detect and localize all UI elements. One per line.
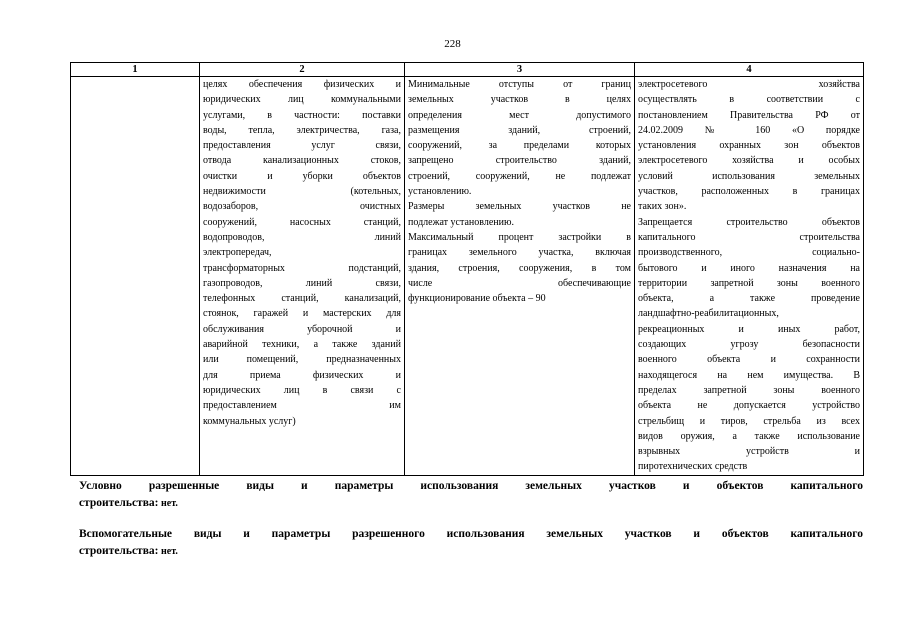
col4-line: создающих угрозу безопасности — [638, 339, 860, 351]
col3-line: размещения зданий, строений, — [408, 124, 631, 136]
col3-line: Размеры земельных участков не — [408, 201, 631, 213]
col4-line: военного объекта и сохранности — [638, 354, 860, 366]
col4-line: Запрещается строительство объектов — [638, 216, 860, 228]
col2-line: газопроводов, линий связи, — [203, 277, 401, 289]
col3-line: Максимальный процент застройки в — [408, 231, 631, 243]
col4-line: объекта не допускается устройство — [638, 400, 860, 412]
col4-line: пределах запретной зоны военного — [638, 384, 860, 396]
col4-line: объекта, а также проведение — [638, 293, 860, 305]
col4-line: взрывных устройств и — [638, 446, 860, 458]
col3-line: сооружений, за пределами которых — [408, 140, 631, 152]
col3-line: здания, строения, сооружения, в том — [408, 262, 631, 274]
col2-line: недвижимости (котельных, — [203, 186, 401, 198]
zoning-table — [70, 62, 864, 476]
col3-line: земельных участков в целях — [408, 94, 631, 106]
col4-line: осуществлять в соответствии с — [638, 94, 860, 106]
col2-line: телефонных станций, канализаций, — [203, 293, 401, 305]
col4-line: территории запретной зоны военного — [638, 277, 860, 289]
col2-line: предоставлением им — [203, 400, 401, 412]
col3-line: Минимальные отступы от границ — [408, 79, 631, 90]
col3-text — [408, 77, 631, 306]
col2-line: целях обеспечения физических и — [203, 79, 401, 90]
column-header-2: 2 — [200, 63, 405, 77]
col2-line: водозаборов, очистных — [203, 201, 401, 213]
col4-line: бытового и иного назначения на — [638, 262, 860, 274]
col4-line: производственного, социально- — [638, 247, 860, 259]
table-row — [71, 77, 864, 476]
section-heading-line1: Вспомогательные виды и параметры разрешенного использования земельных участков и объектов капитального — [79, 528, 863, 540]
col2-line: услугами, в частности: поставки — [203, 109, 401, 121]
col3-line: границах земельного участка, включая — [408, 247, 631, 259]
col3-line: строений, сооружений, не подлежат — [408, 170, 631, 182]
col3-line: запрещено строительство зданий, — [408, 155, 631, 167]
col4-line: рекреационных и иных работ, — [638, 323, 860, 335]
col4-line: пиротехнических средств — [638, 461, 748, 473]
col4-line: электросетевого хозяйства и особых — [638, 155, 860, 167]
col3-line: подлежат установлению. — [408, 216, 514, 228]
col2-line: воды, тепла, электричества, газа, — [203, 124, 401, 136]
col4-line: условий использования земельных — [638, 170, 860, 182]
section-heading-line2: строительства: — [79, 545, 159, 557]
col4-text — [638, 77, 860, 475]
col4-line: видов оружия, а также использование — [638, 430, 860, 442]
col3-line: функционирование объекта – 90 — [408, 293, 546, 305]
col4-line: стрельбищ и тиров, стрельба из всех — [638, 415, 860, 427]
cell-col2 — [200, 77, 405, 476]
page-number: 228 — [444, 38, 461, 50]
cell-col4 — [635, 77, 864, 476]
col4-line: участков, расположенных в границах — [638, 186, 860, 198]
section-heading-line2: строительства: — [79, 497, 159, 509]
table-header-row — [71, 63, 864, 77]
col4-line: электросетевого хозяйства — [638, 79, 860, 90]
column-header-1: 1 — [71, 63, 200, 77]
col2-line: или помещений, предназначенных — [203, 354, 401, 366]
cell-col1 — [71, 77, 200, 476]
col4-line: капитального строительства — [638, 231, 860, 243]
col2-line: для приема физических и — [203, 369, 401, 381]
col4-line: находящегося на нем имущества. В — [638, 369, 860, 381]
col4-line: установления охранных зон объектов — [638, 140, 860, 152]
section-value: нет. — [158, 546, 178, 557]
col2-text — [203, 77, 401, 429]
col2-line: аварийной техники, а также зданий — [203, 339, 401, 351]
col2-line: юридических лиц в связи с — [203, 384, 401, 396]
col2-line: очистки и уборки объектов — [203, 170, 401, 182]
col4-line: ландшафтно-реабилитационных, — [638, 308, 779, 320]
col4-line: 24.02.2009 № 160 «О порядке — [638, 124, 860, 136]
column-header-3: 3 — [405, 63, 635, 77]
col3-line: установлению. — [408, 186, 472, 198]
conditional-uses-section — [79, 478, 863, 512]
cell-col3 — [405, 77, 635, 476]
col2-line: предоставления услуг связи, — [203, 140, 401, 152]
col2-line: коммунальных услуг) — [203, 415, 296, 427]
col4-line: постановлением Правительства РФ от — [638, 109, 860, 121]
col2-line: сооружений, насосных станций, — [203, 216, 401, 228]
auxiliary-uses-section — [79, 526, 863, 560]
col2-line: водопроводов, линий — [203, 231, 401, 243]
col3-line: определения мест допустимого — [408, 109, 631, 121]
col4-line: таких зон». — [638, 201, 687, 213]
col2-line: трансформаторных подстанций, — [203, 262, 401, 274]
col2-line: юридических лиц коммунальными — [203, 94, 401, 106]
section-heading-line1: Условно разрешенные виды и параметры использования земельных участков и объектов капитального — [79, 480, 863, 492]
col2-line: стоянок, гаражей и мастерских для — [203, 308, 401, 320]
col3-line: числе обеспечивающие — [408, 277, 631, 289]
col2-line: отвода канализационных стоков, — [203, 155, 401, 167]
col2-line: электропередач, — [203, 247, 272, 259]
column-header-4: 4 — [635, 63, 864, 77]
section-value: нет. — [158, 498, 178, 509]
col2-line: обслуживания уборочной и — [203, 323, 401, 335]
